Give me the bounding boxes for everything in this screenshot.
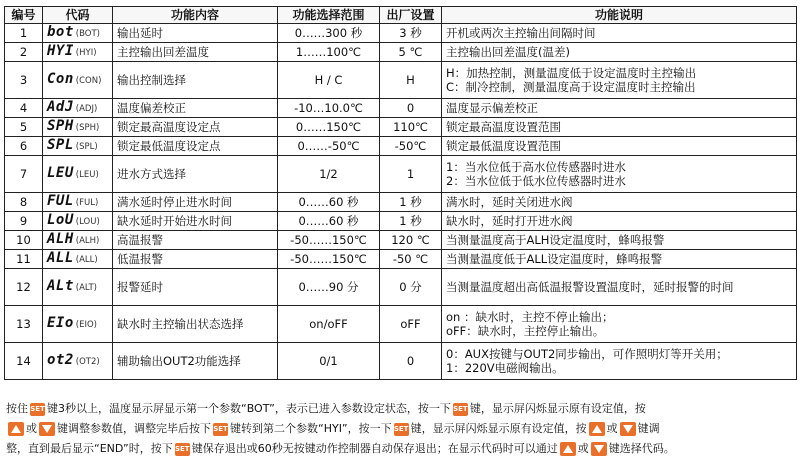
cell-function: 进水方式选择: [113, 156, 278, 193]
table-row: [5, 62, 797, 99]
table-row: [5, 156, 797, 193]
cell-description: [442, 343, 797, 380]
description-line: 满水时，延时关闭进水阀: [446, 195, 573, 209]
description-line: 1：220V电磁阀输出。: [446, 361, 564, 375]
code-label: (SPH): [75, 123, 100, 133]
cell-range: H / C: [278, 62, 380, 99]
cell-range: 0……90 分: [278, 269, 380, 306]
description-line: 当测量温度低于ALL设定温度时，蜂鸣报警: [446, 252, 663, 266]
cell-default: 1 秒: [380, 212, 442, 231]
description-line: 1：当水位低于高水位传感器时进水: [446, 160, 626, 174]
cell-range: 0/1: [278, 343, 380, 380]
cell-function: 锁定最高温度设定点: [113, 118, 278, 137]
cell-no: 13: [5, 306, 43, 343]
cell-code: [43, 62, 113, 99]
code-label: (ALH): [75, 236, 100, 246]
instruction-text: 整，直到最后显示“END”时，按下: [6, 442, 173, 455]
instruction-text: 键保存退出或60秒无按键动作控制器自动保存退出；在显示代码时可以通过: [191, 442, 558, 455]
code-label: (BOT): [75, 29, 100, 39]
description-line: 当测量温度超出高低温报警设置温度时，延时报警的时间: [446, 280, 734, 294]
cell-code: [43, 118, 113, 137]
code-display: SPL: [47, 137, 74, 153]
cell-description: [442, 156, 797, 193]
cell-default: oFF: [380, 306, 442, 343]
cell-no: 7: [5, 156, 43, 193]
cell-code: [43, 24, 113, 43]
description-line: H：加热控制，测量温度低于设定温度时主控输出: [446, 66, 697, 80]
table-row: [5, 269, 797, 306]
cell-function: 报警延时: [113, 269, 278, 306]
instruction-text: 键，显示屏闪烁显示原有设定值，按: [410, 422, 587, 435]
header-code: 代码: [43, 7, 113, 24]
cell-range: on/oFF: [278, 306, 380, 343]
cell-function: 输出控制选择: [113, 62, 278, 99]
cell-range: -50……150℃: [278, 231, 380, 250]
cell-range: 0……60 秒: [278, 212, 380, 231]
cell-code: [43, 137, 113, 156]
description-line: 温度显示偏差校正: [446, 101, 538, 115]
cell-code: [43, 343, 113, 380]
description-line: 开机或两次主控输出间隔时间: [446, 26, 596, 40]
description-line: 锁定最高温度设置范围: [446, 120, 561, 134]
description-line: 主控输出回差温度(温差): [446, 45, 570, 59]
cell-default: 0 分: [380, 269, 442, 306]
cell-function: 辅助输出OUT2功能选择: [113, 343, 278, 380]
up-key-icon: [560, 442, 576, 456]
code-display: FUL: [47, 193, 74, 209]
cell-range: 1……100℃: [278, 43, 380, 62]
table-row: [5, 212, 797, 231]
cell-no: 1: [5, 24, 43, 43]
instruction-text: 键调: [637, 422, 660, 435]
cell-description: [442, 231, 797, 250]
cell-no: 8: [5, 193, 43, 212]
instruction-line-3: [6, 439, 794, 459]
table-row: [5, 99, 797, 118]
code-display: ot2: [47, 352, 74, 368]
code-display: bot: [47, 24, 74, 40]
code-display: ALL: [47, 250, 74, 266]
code-label: (LOU): [75, 217, 100, 227]
table-row: [5, 193, 797, 212]
set-key-icon: SET: [453, 403, 468, 416]
description-line: 锁定最低温度设置范围: [446, 139, 561, 153]
cell-no: 9: [5, 212, 43, 231]
cell-default: 1 秒: [380, 193, 442, 212]
cell-default: 120 ℃: [380, 231, 442, 250]
description-line: oFF：缺水时，主控停止输出。: [446, 324, 605, 338]
header-desc: 功能说明: [442, 7, 797, 24]
parameter-table: [4, 6, 797, 380]
cell-function: 温度偏差校正: [113, 99, 278, 118]
table-row: [5, 118, 797, 137]
cell-default: 3 秒: [380, 24, 442, 43]
cell-default: 5 ℃: [380, 43, 442, 62]
instruction-text: 键，显示屏闪烁显示原有设定值，按: [469, 402, 646, 415]
cell-range: 0……60 秒: [278, 193, 380, 212]
code-display: LoU: [47, 212, 74, 228]
code-display: AdJ: [47, 99, 74, 115]
cell-code: [43, 193, 113, 212]
table-row: [5, 306, 797, 343]
code-label: (HYI): [75, 48, 97, 58]
table-row: [5, 137, 797, 156]
cell-description: [442, 43, 797, 62]
instruction-text: 键调整参数值，调整完毕后按下: [57, 422, 211, 435]
cell-code: [43, 212, 113, 231]
cell-no: 11: [5, 250, 43, 269]
cell-default: 0: [380, 99, 442, 118]
cell-code: [43, 250, 113, 269]
cell-function: 锁定最低温度设定点: [113, 137, 278, 156]
cell-code: [43, 269, 113, 306]
table-row: [5, 43, 797, 62]
header-func: 功能内容: [113, 7, 278, 24]
cell-description: [442, 118, 797, 137]
table-row: [5, 343, 797, 380]
cell-no: 6: [5, 137, 43, 156]
cell-range: 1/2: [278, 156, 380, 193]
cell-default: 0: [380, 343, 442, 380]
set-key-icon: SET: [213, 423, 228, 436]
cell-range: 0……150℃: [278, 118, 380, 137]
table-row: [5, 250, 797, 269]
cell-code: [43, 306, 113, 343]
up-key-icon: [589, 422, 605, 436]
up-key-icon: [8, 422, 24, 436]
instruction-line-2: [6, 419, 794, 439]
cell-no: 12: [5, 269, 43, 306]
header-no: 编号: [5, 7, 43, 24]
cell-function: 输出延时: [113, 24, 278, 43]
description-line: 缺水时，延时打开进水阀: [446, 214, 573, 228]
down-key-icon: [39, 422, 55, 436]
set-key-icon: SET: [30, 403, 45, 416]
description-line: 当测量温度高于ALH设定温度时，蜂鸣报警: [446, 233, 665, 247]
code-display: HYI: [47, 43, 74, 59]
cell-range: 0……-50℃: [278, 137, 380, 156]
cell-description: [442, 193, 797, 212]
cell-no: 5: [5, 118, 43, 137]
code-label: (ALT): [75, 283, 98, 293]
instruction-text: 或: [577, 442, 589, 455]
cell-no: 14: [5, 343, 43, 380]
cell-description: [442, 269, 797, 306]
instruction-text: 或: [606, 422, 618, 435]
cell-function: 缺水时主控输出状态选择: [113, 306, 278, 343]
cell-no: 10: [5, 231, 43, 250]
cell-function: 低温报警: [113, 250, 278, 269]
description-line: on ：缺水时，主控不停止输出；: [446, 310, 614, 324]
down-key-icon: [591, 442, 607, 456]
instruction-text: 键选择代码。: [608, 442, 675, 455]
instruction-text: 键3秒以上，温度显示屏显示第一个参数“BOT”，表示已进入参数设定状态，按一下: [47, 402, 451, 415]
code-label: (CON): [75, 76, 102, 86]
code-display: LEU: [47, 165, 74, 181]
description-line: C：制冷控制，测量温度高于设定温度时主控输出: [446, 80, 696, 94]
description-line: 2：当水位低于低水位传感器时进水: [446, 174, 626, 188]
cell-function: 主控输出回差温度: [113, 43, 278, 62]
cell-description: [442, 306, 797, 343]
set-key-icon: SET: [175, 443, 190, 456]
instructions: [6, 399, 794, 459]
cell-range: -10…10.0℃: [278, 99, 380, 118]
code-label: (FUL): [75, 198, 99, 208]
cell-code: [43, 231, 113, 250]
header-range: 功能选择范围: [278, 7, 380, 24]
cell-no: 2: [5, 43, 43, 62]
table-row: [5, 231, 797, 250]
cell-function: 缺水延时开始进水时间: [113, 212, 278, 231]
cell-default: -50℃: [380, 137, 442, 156]
cell-default: -50 ℃: [380, 250, 442, 269]
cell-no: 3: [5, 62, 43, 99]
code-display: SPH: [47, 118, 74, 134]
code-display: Con: [47, 71, 74, 87]
code-display: EIo: [47, 315, 74, 331]
set-key-icon: SET: [394, 423, 409, 436]
cell-description: [442, 212, 797, 231]
header-default: 出厂设置: [380, 7, 442, 24]
code-label: (LEU): [75, 170, 99, 180]
instruction-text: 按住: [6, 402, 28, 415]
cell-default: 1: [380, 156, 442, 193]
cell-function: 高温报警: [113, 231, 278, 250]
cell-default: 110℃: [380, 118, 442, 137]
cell-code: [43, 99, 113, 118]
table-header-row: [5, 7, 797, 24]
cell-code: [43, 156, 113, 193]
cell-range: -50……150℃: [278, 250, 380, 269]
code-label: (ADJ): [75, 104, 98, 114]
cell-description: [442, 99, 797, 118]
table-row: [5, 24, 797, 43]
cell-description: [442, 62, 797, 99]
cell-description: [442, 24, 797, 43]
cell-description: [442, 250, 797, 269]
cell-range: 0……300 秒: [278, 24, 380, 43]
instruction-line-1: [6, 399, 794, 419]
code-label: (SPL): [75, 142, 98, 152]
cell-code: [43, 43, 113, 62]
instruction-text: 键转到第二个参数“HYI”，按一下: [230, 422, 392, 435]
down-key-icon: [620, 422, 636, 436]
instruction-text: 或: [26, 422, 37, 435]
cell-description: [442, 137, 797, 156]
code-display: ALH: [47, 231, 74, 247]
cell-no: 4: [5, 99, 43, 118]
code-label: (EIO): [75, 320, 97, 330]
code-display: ALt: [47, 278, 74, 294]
code-label: (ALL): [75, 255, 98, 265]
cell-default: H: [380, 62, 442, 99]
code-label: (OT2): [75, 357, 100, 367]
cell-function: 满水延时停止进水时间: [113, 193, 278, 212]
description-line: 0：AUX按键与OUT2同步输出，可作照明灯等开关用；: [446, 347, 728, 361]
